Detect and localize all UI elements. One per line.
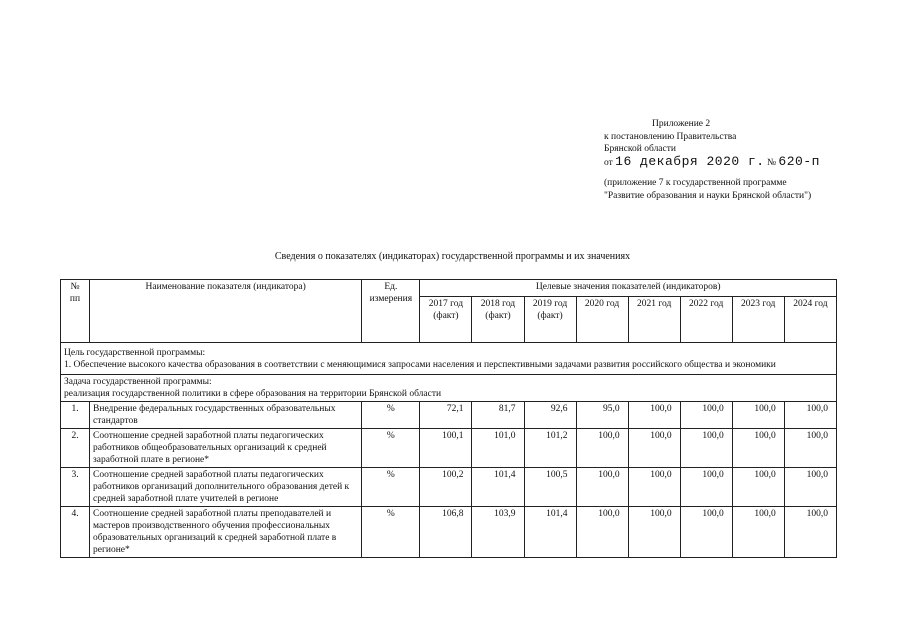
row-indicator-name: Соотношение средней заработной платы преподавателей и мастеров производственного обучения профессиональных образовательных организаций к средней заработной плате в регионе* bbox=[90, 507, 362, 558]
table-row bbox=[61, 429, 837, 468]
row-value-2019: 92,6 bbox=[524, 402, 576, 429]
row-value-2019: 101,2 bbox=[524, 429, 576, 468]
header-year-2023: 2023 год bbox=[732, 297, 784, 343]
row-value-2019: 101,4 bbox=[524, 507, 576, 558]
task-text: реализация государственной политики в сфере образования на территории Брянской области bbox=[64, 389, 442, 399]
row-value-2018: 103,9 bbox=[472, 507, 524, 558]
header-unit: Ед. измерения bbox=[362, 280, 420, 343]
task-label: Задача государственной программы: bbox=[64, 377, 212, 387]
document-header bbox=[604, 118, 820, 202]
row-value-2023: 100,0 bbox=[732, 468, 784, 507]
header-num: № пп bbox=[61, 280, 90, 343]
row-value-2024: 100,0 bbox=[784, 402, 836, 429]
row-value-2020: 100,0 bbox=[576, 468, 628, 507]
row-value-2017: 100,2 bbox=[420, 468, 472, 507]
header-year-2021: 2021 год bbox=[628, 297, 680, 343]
goal-row bbox=[61, 343, 837, 375]
row-value-2024: 100,0 bbox=[784, 468, 836, 507]
row-indicator-name: Внедрение федеральных государственных образовательных стандартов bbox=[90, 402, 362, 429]
row-value-2018: 101,0 bbox=[472, 429, 524, 468]
row-indicator-name: Соотношение средней заработной платы педагогических работников организаций дополнительного образования детей к средней заработной плате учителей в регионе bbox=[90, 468, 362, 507]
row-value-2022: 100,0 bbox=[680, 468, 732, 507]
row-value-2021: 100,0 bbox=[628, 429, 680, 468]
row-value-2017: 106,8 bbox=[420, 507, 472, 558]
task-row bbox=[61, 375, 837, 402]
resolution-date: 16 декабря 2020 г. bbox=[615, 153, 765, 169]
row-value-2019: 100,5 bbox=[524, 468, 576, 507]
indicators-table bbox=[60, 279, 837, 558]
header-year-2017: 2017 год (факт) bbox=[420, 297, 472, 343]
row-value-2023: 100,0 bbox=[732, 402, 784, 429]
header-year-2019: 2019 год (факт) bbox=[524, 297, 576, 343]
row-value-2022: 100,0 bbox=[680, 402, 732, 429]
header-target-values: Целевые значения показателей (индикаторов) bbox=[420, 280, 837, 297]
row-value-2020: 95,0 bbox=[576, 402, 628, 429]
number-label: № bbox=[766, 157, 777, 168]
row-value-2017: 100,1 bbox=[420, 429, 472, 468]
row-value-2022: 100,0 bbox=[680, 429, 732, 468]
header-year-2018: 2018 год (факт) bbox=[472, 297, 524, 343]
row-value-2024: 100,0 bbox=[784, 429, 836, 468]
row-value-2017: 72,1 bbox=[420, 402, 472, 429]
appendix-title: Приложение 2 bbox=[652, 119, 711, 129]
header-year-2022: 2022 год bbox=[680, 297, 732, 343]
table-row bbox=[61, 507, 837, 558]
table-row bbox=[61, 402, 837, 429]
appendix-resolution: к постановлению Правительства bbox=[604, 131, 737, 142]
row-value-2021: 100,0 bbox=[628, 507, 680, 558]
row-value-2023: 100,0 bbox=[732, 429, 784, 468]
row-unit: % bbox=[362, 507, 420, 558]
header-year-2024: 2024 год bbox=[784, 297, 836, 343]
row-num: 4. bbox=[61, 507, 90, 558]
row-num: 1. bbox=[61, 402, 90, 429]
row-value-2022: 100,0 bbox=[680, 507, 732, 558]
program-note-line-1: (приложение 7 к государственной программе bbox=[604, 178, 787, 188]
row-value-2020: 100,0 bbox=[576, 429, 628, 468]
goal-text: 1. Обеспечение высокого качества образования в соответствии с меняющимися запросами населения и перспективными задачами развития российского общества и экономики bbox=[64, 360, 776, 370]
row-value-2020: 100,0 bbox=[576, 507, 628, 558]
date-prefix: от bbox=[604, 157, 613, 168]
row-value-2023: 100,0 bbox=[732, 507, 784, 558]
resolution-date-row bbox=[604, 153, 820, 170]
page-title: Сведения о показателях (индикаторах) государственной программы и их значениях bbox=[274, 251, 631, 262]
row-unit: % bbox=[362, 468, 420, 507]
table-header-row bbox=[61, 280, 837, 297]
header-year-2020: 2020 год bbox=[576, 297, 628, 343]
row-value-2018: 81,7 bbox=[472, 402, 524, 429]
row-indicator-name: Соотношение средней заработной платы педагогических работников общеобразовательных организаций к средней заработной плате в регионе* bbox=[90, 429, 362, 468]
program-note-line-2: "Развитие образования и науки Брянской области") bbox=[604, 190, 812, 201]
row-unit: % bbox=[362, 402, 420, 429]
header-indicator-name: Наименование показателя (индикатора) bbox=[90, 280, 362, 343]
row-unit: % bbox=[362, 429, 420, 468]
goal-label: Цель государственной программы: bbox=[64, 348, 206, 358]
row-num: 3. bbox=[61, 468, 90, 507]
row-num: 2. bbox=[61, 429, 90, 468]
row-value-2024: 100,0 bbox=[784, 507, 836, 558]
appendix-region: Брянской области bbox=[604, 144, 676, 154]
row-value-2021: 100,0 bbox=[628, 468, 680, 507]
row-value-2021: 100,0 bbox=[628, 402, 680, 429]
resolution-number: 620-п bbox=[778, 153, 820, 169]
table-row bbox=[61, 468, 837, 507]
row-value-2018: 101,4 bbox=[472, 468, 524, 507]
